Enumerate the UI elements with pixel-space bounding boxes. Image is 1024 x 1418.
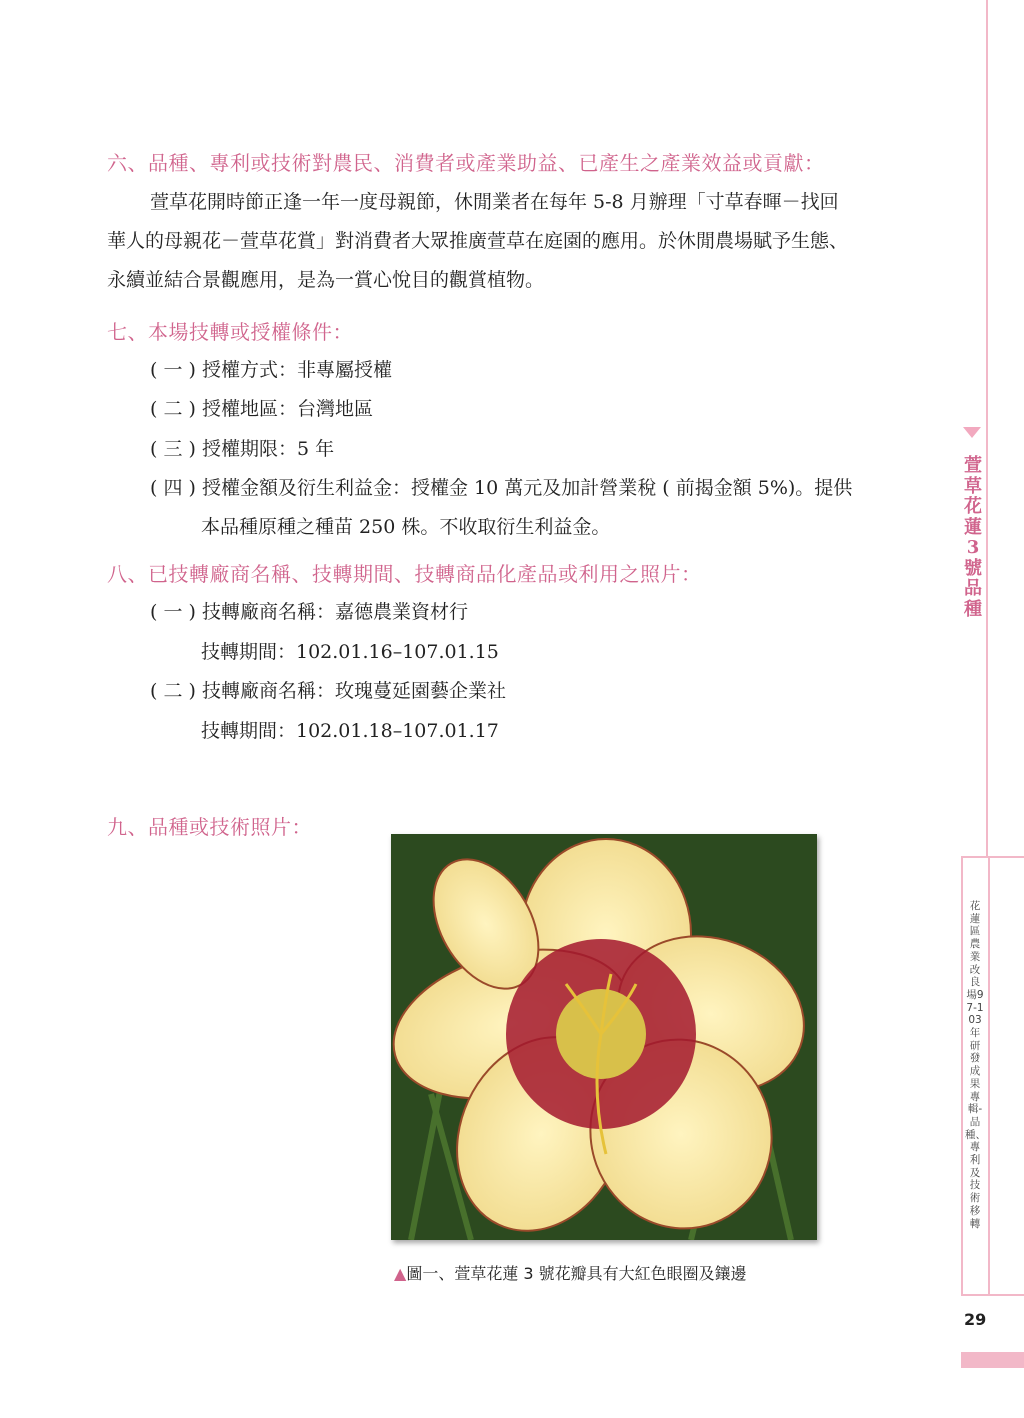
licensee-2-name: ( 二 ) 技轉廠商名稱：玫瑰蔓延園藝企業社 xyxy=(150,680,506,702)
section-9-heading: 九、品種或技術照片： xyxy=(107,815,312,839)
triangle-down-icon xyxy=(963,427,981,438)
chapter-title: 萱草花蓮3號品種 xyxy=(964,455,982,620)
license-method: ( 一 ) 授權方式：非專屬授權 xyxy=(150,359,392,381)
license-fee: ( 四 ) 授權金額及衍生利益金：授權金 10 萬元及加計營業稅 ( 前揭金額 5%)。提供 xyxy=(150,477,853,499)
caption-triangle-icon: ▲ xyxy=(394,1264,407,1283)
daylily-photo xyxy=(391,834,817,1240)
licensee-1-period: 技轉期間：102.01.16–107.01.15 xyxy=(201,641,499,663)
photo-caption xyxy=(394,1261,747,1284)
sidebar-rule xyxy=(986,0,988,857)
paragraph-line: 華人的母親花－萱草花賞」對消費者大眾推廣萱草在庭園的應用。於休閒農場賦予生態、 xyxy=(107,230,849,252)
book-title: 花蓮區農業改良場97-103年研發成果專輯-品種、專利及技術移轉 xyxy=(965,900,986,1230)
license-fee-continued: 本品種原種之種苗 250 株。不收取衍生利益金。 xyxy=(201,516,611,538)
licensee-1-name: ( 一 ) 技轉廠商名稱：嘉德農業資材行 xyxy=(150,601,468,623)
license-period: ( 三 ) 授權期限：5 年 xyxy=(150,438,335,460)
section-7-heading: 七、本場技轉或授權條件： xyxy=(107,320,353,344)
licensee-2-period: 技轉期間：102.01.18–107.01.17 xyxy=(201,720,499,742)
section-8-heading: 八、已技轉廠商名稱、技轉期間、技轉商品化產品或利用之照片： xyxy=(107,562,702,586)
page-number: 29 xyxy=(964,1310,987,1329)
paragraph-line: 萱草花開時節正逢一年一度母親節，休閒業者在每年 5-8 月辦理「寸草春暉－找回 xyxy=(150,191,839,213)
paragraph-line: 永續並結合景觀應用，是為一賞心悅目的觀賞植物。 xyxy=(107,269,545,291)
caption-text: 圖一、萱草花蓮 3 號花瓣具有大紅色眼圈及鑲邊 xyxy=(406,1264,747,1283)
license-region: ( 二 ) 授權地區：台灣地區 xyxy=(150,398,373,420)
footer-bar xyxy=(961,1352,1024,1368)
section-6-heading: 六、品種、專利或技術對農民、消費者或產業助益、已產生之產業效益或貢獻： xyxy=(107,151,825,175)
